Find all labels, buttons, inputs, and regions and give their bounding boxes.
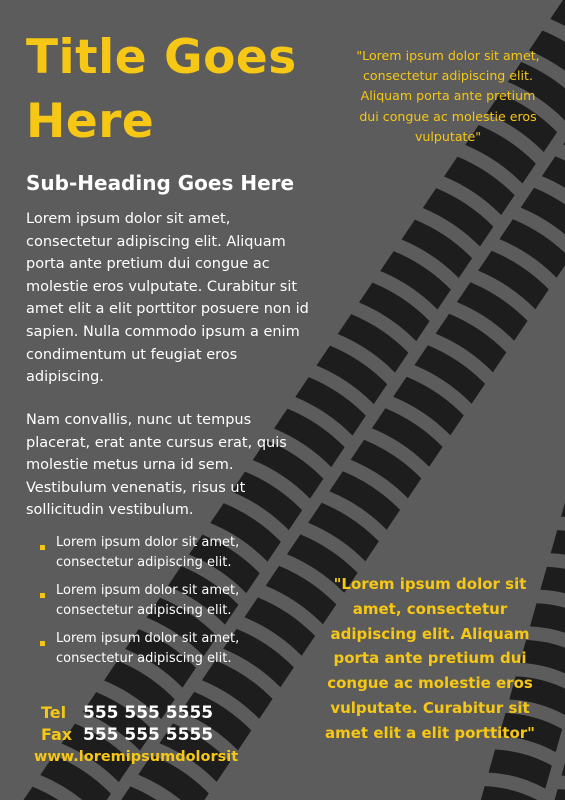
sub-heading: Sub-Heading Goes Here [26,171,295,195]
tel-number: 555 555 5555 [83,703,214,723]
fax-number: 555 555 5555 [83,725,214,745]
title-line-2: Here [26,94,155,149]
bullet-text: Lorem ipsum dolor sit amet, consectetur adipiscing elit. [56,583,240,618]
pull-quote-top: "Lorem ipsum dolor sit amet, consectetur adipiscing elit. Aliquam porta ante pretium dui congue ac molestie eros vulputate" [356,48,540,144]
fax-row [41,725,213,747]
bullet-square-icon [40,641,45,646]
website-link[interactable]: www.loremipsumdolorsit [34,749,239,765]
fax-label: Fax [41,725,73,744]
bullet-item [40,533,280,581]
tel-row [41,703,213,725]
tel-label: Tel [41,703,67,722]
bullet-item [40,629,280,677]
bullet-square-icon [40,593,45,598]
title-line-1: Title Goes [26,30,297,85]
bullet-list [40,533,280,677]
contact-block [41,703,213,747]
body-paragraph-1: Lorem ipsum dolor sit amet, consectetur adipiscing elit. Aliquam porta ante pretium dui congue ac molestie eros vulputate. Curabitur sit amet elit a elit porttitor posuere non id sapien. Nulla commodo ipsum a enim condimentum ut feugiat eros adipiscing. [26,211,309,386]
bullet-text: Lorem ipsum dolor sit amet, consectetur adipiscing elit. [56,631,240,666]
body-paragraph-2: Nam convallis, nunc ut tempus placerat, erat ante cursus erat, quis molestie metus urna id sem. Vestibulum venenatis, risus ut sollicitudin vestibulum. [26,412,287,519]
bullet-text: Lorem ipsum dolor sit amet, consectetur adipiscing elit. [56,535,240,570]
page-title [26,26,346,154]
pull-quote-bottom: "Lorem ipsum dolor sit amet, consectetur adipiscing elit. Aliquam porta ante pretium dui congue ac molestie eros vulputate. Curabitur sit amet elit a elit porttitor" [325,575,535,742]
bullet-square-icon [40,545,45,550]
bullet-item [40,581,280,629]
